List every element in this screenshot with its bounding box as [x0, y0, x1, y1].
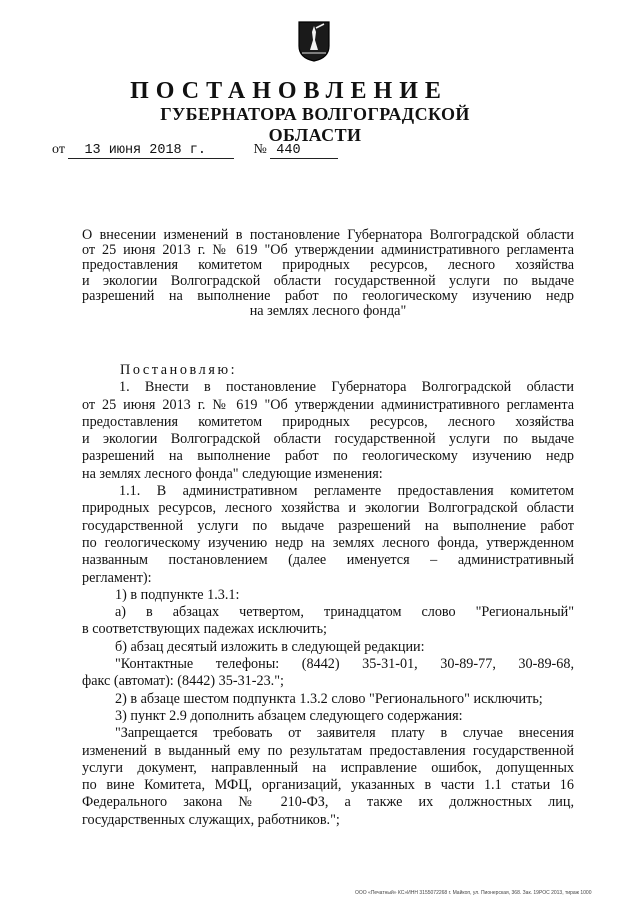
- body-line: 1) в подпункте 1.3.1:: [115, 586, 240, 603]
- heading-line: О внесении изменений в постановление Губернатора Волгоградской области: [82, 227, 574, 243]
- date-prefix: от: [52, 142, 65, 157]
- body-line: Постановляю:: [120, 362, 238, 378]
- body-line: а) в абзацах четвертом, тринадцатом слово "Региональный": [115, 604, 574, 621]
- heading-line: от 25 июня 2013 г. № 619 "Об утверждении административного регламента: [82, 242, 574, 259]
- heading-line: на землях лесного фонда": [249, 303, 407, 320]
- printer-imprint: ООО «Печатный» КС»ИНН 3155072268 г. Майкоп, ул. Пионерская, 368. Зак. 19РОС 2013, тираж 1000: [355, 890, 592, 896]
- body-line: 1.1. В административном регламенте предоставления комитетом: [119, 483, 574, 500]
- body-line: "Запрещается требовать от заявителя плату в случае внесения: [115, 725, 574, 742]
- body-line: 3) пункт 2.9 дополнить абзацем следующего содержания:: [115, 707, 463, 724]
- number-prefix: №: [253, 142, 267, 157]
- document-body: [82, 362, 574, 829]
- issuer-subtitle: ГУБЕРНАТОРА ВОЛГОГРАДСКОЙ ОБЛАСТИ: [160, 104, 470, 145]
- body-line: в соответствующих падежах исключить;: [82, 621, 327, 638]
- body-line: по геологическому изучению недр на землях лесного фонда, утвержденном: [82, 534, 574, 551]
- heading-line: и экологии Волгоградской области государственной услуги по выдаче: [82, 272, 574, 289]
- body-line: названным постановлением (далее именуется – административный: [82, 552, 574, 569]
- body-line: предоставления комитетом природных ресурсов, лесного хозяйства: [82, 413, 574, 430]
- body-line: от 25 июня 2013 г. № 619 "Об утверждении административного регламента: [82, 396, 574, 413]
- body-line: государственных служащих, работников.";: [82, 811, 340, 828]
- coat-of-arms-emblem-icon: [297, 20, 331, 62]
- body-line: "Контактные телефоны: (8442) 35-31-01, 30-89-77, 30-89-68,: [115, 656, 574, 673]
- document-number: 440: [270, 143, 338, 159]
- heading-line: предоставления комитетом природных ресурсов, лесного хозяйства: [82, 257, 574, 274]
- body-line: Федерального закона № 210-ФЗ, а также их должностных лиц,: [82, 794, 574, 811]
- body-line: регламент):: [82, 569, 152, 586]
- heading-line: разрешений на выполнение работ по геологическому изучению недр: [82, 287, 574, 304]
- document-type-title: ПОСТАНОВЛЕНИЕ: [130, 78, 448, 104]
- body-line: б) абзац десятый изложить в следующей редакции:: [115, 638, 425, 655]
- body-line: природных ресурсов, лесного хозяйства и экологии Волгоградской области: [82, 500, 574, 517]
- document-meta: [52, 142, 338, 159]
- document-heading: [82, 228, 574, 319]
- body-line: государственной услуги по выдаче разрешений на выполнение работ: [82, 517, 574, 534]
- body-line: 1. Внести в постановление Губернатора Волгоградской области: [119, 379, 574, 396]
- body-line: по вине Комитета, МФЦ, организаций, указанных в части 1.1 статьи 16: [82, 777, 574, 794]
- body-line: 2) в абзаце шестом подпункта 1.3.2 слово "Регионального" исключить;: [115, 690, 543, 707]
- body-line: и экологии Волгоградской области государственной услуги по выдаче: [82, 431, 574, 448]
- body-line: изменений в выданный ему по результатам предоставления государственной: [82, 742, 574, 759]
- body-line: услуги документ, направленный на исправление ошибок, допущенных: [82, 759, 574, 776]
- body-line: на землях лесного фонда" следующие изменения:: [82, 465, 383, 482]
- body-line: разрешений на выполнение работ по геологическому изучению недр: [82, 448, 574, 465]
- body-line: факс (автомат): (8442) 35-31-23.";: [82, 673, 284, 690]
- document-date: 13 июня 2018 г.: [68, 143, 234, 159]
